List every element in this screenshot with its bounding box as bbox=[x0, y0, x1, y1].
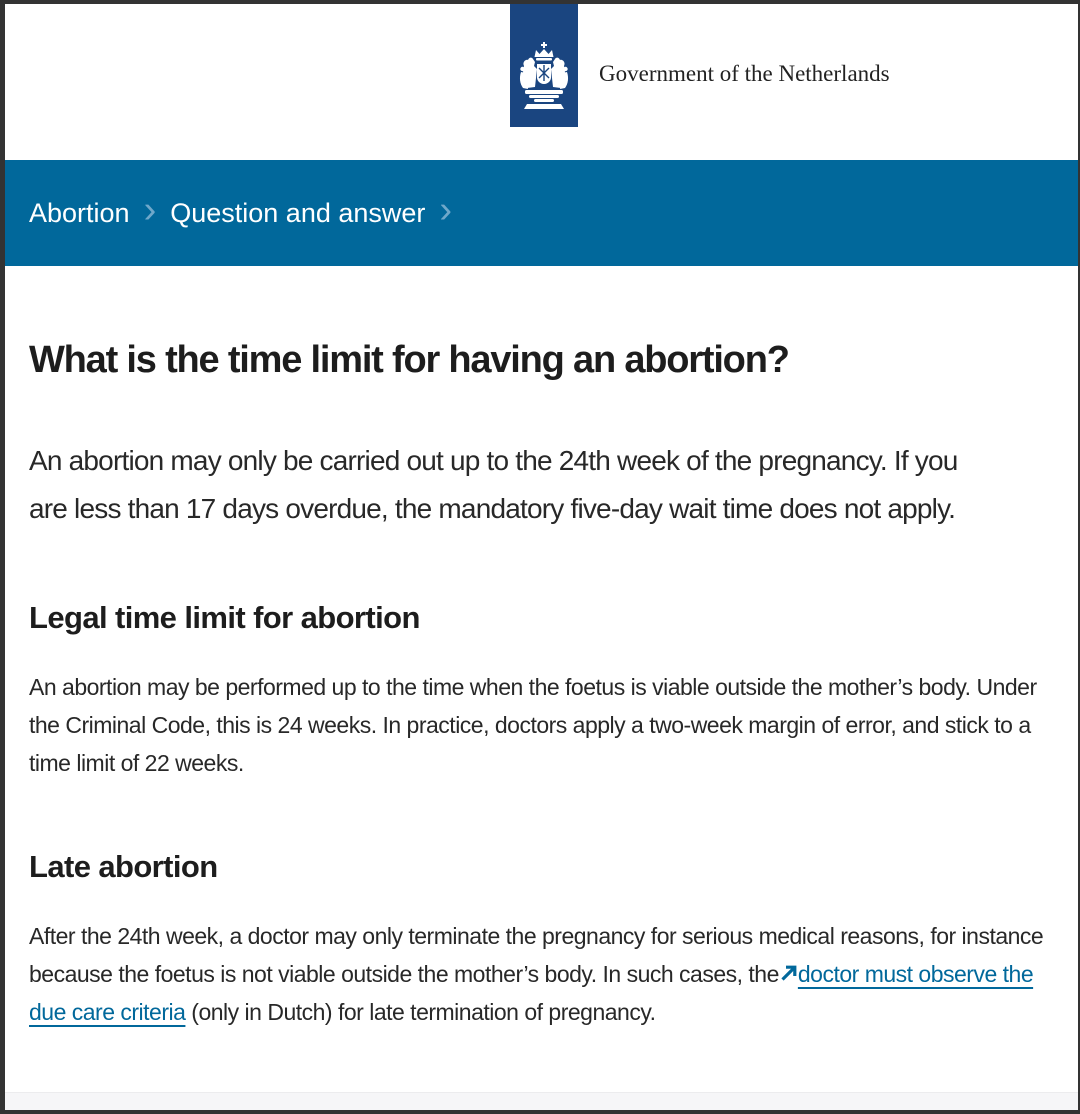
chevron-right-icon: › bbox=[143, 188, 157, 231]
breadcrumb-item-abortion[interactable]: Abortion bbox=[29, 197, 130, 228]
coat-of-arms-icon bbox=[517, 42, 571, 121]
article bbox=[5, 266, 1078, 1031]
section-heading-legal-time-limit: Legal time limit for abortion bbox=[29, 600, 420, 635]
intro-paragraph: An abortion may only be carried out up to the 24th week of the pregnancy. If you are less than 17 days overdue, the mandatory five-day wait time does not apply. bbox=[29, 445, 958, 524]
section-body-late-abortion bbox=[29, 917, 1054, 1031]
late-abortion-text-after-link: (only in Dutch) for late termination of pregnancy. bbox=[185, 999, 656, 1025]
breadcrumb bbox=[5, 160, 1078, 266]
breadcrumb-item-question-and-answer[interactable]: Question and answer bbox=[170, 197, 426, 228]
external-link-icon bbox=[780, 955, 797, 972]
late-abortion-text-before-link: After the 24th week, a doctor may only terminate the pregnancy for serious medical reasons, for instance because the foetus is not viable outside the mother’s body. In such cases, the bbox=[29, 923, 1044, 987]
site-header bbox=[5, 4, 1078, 160]
brand-wordmark: Government of the Netherlands bbox=[599, 61, 890, 86]
footer-strip bbox=[5, 1092, 1078, 1110]
section-heading-late-abortion: Late abortion bbox=[29, 849, 218, 884]
section-body-legal-time-limit: An abortion may be performed up to the time when the foetus is viable outside the mother’s body. Under the Criminal Code, this is 24 weeks. In practice, doctors apply a two-week margin of error, and stick to a time limit of 22 weeks. bbox=[29, 674, 1037, 776]
chevron-right-icon: › bbox=[439, 188, 453, 231]
due-care-criteria-link-label: doctor must observe the due care criteria bbox=[29, 961, 1034, 1025]
government-logo[interactable] bbox=[510, 4, 578, 127]
page-title: What is the time limit for having an abortion? bbox=[29, 339, 789, 381]
